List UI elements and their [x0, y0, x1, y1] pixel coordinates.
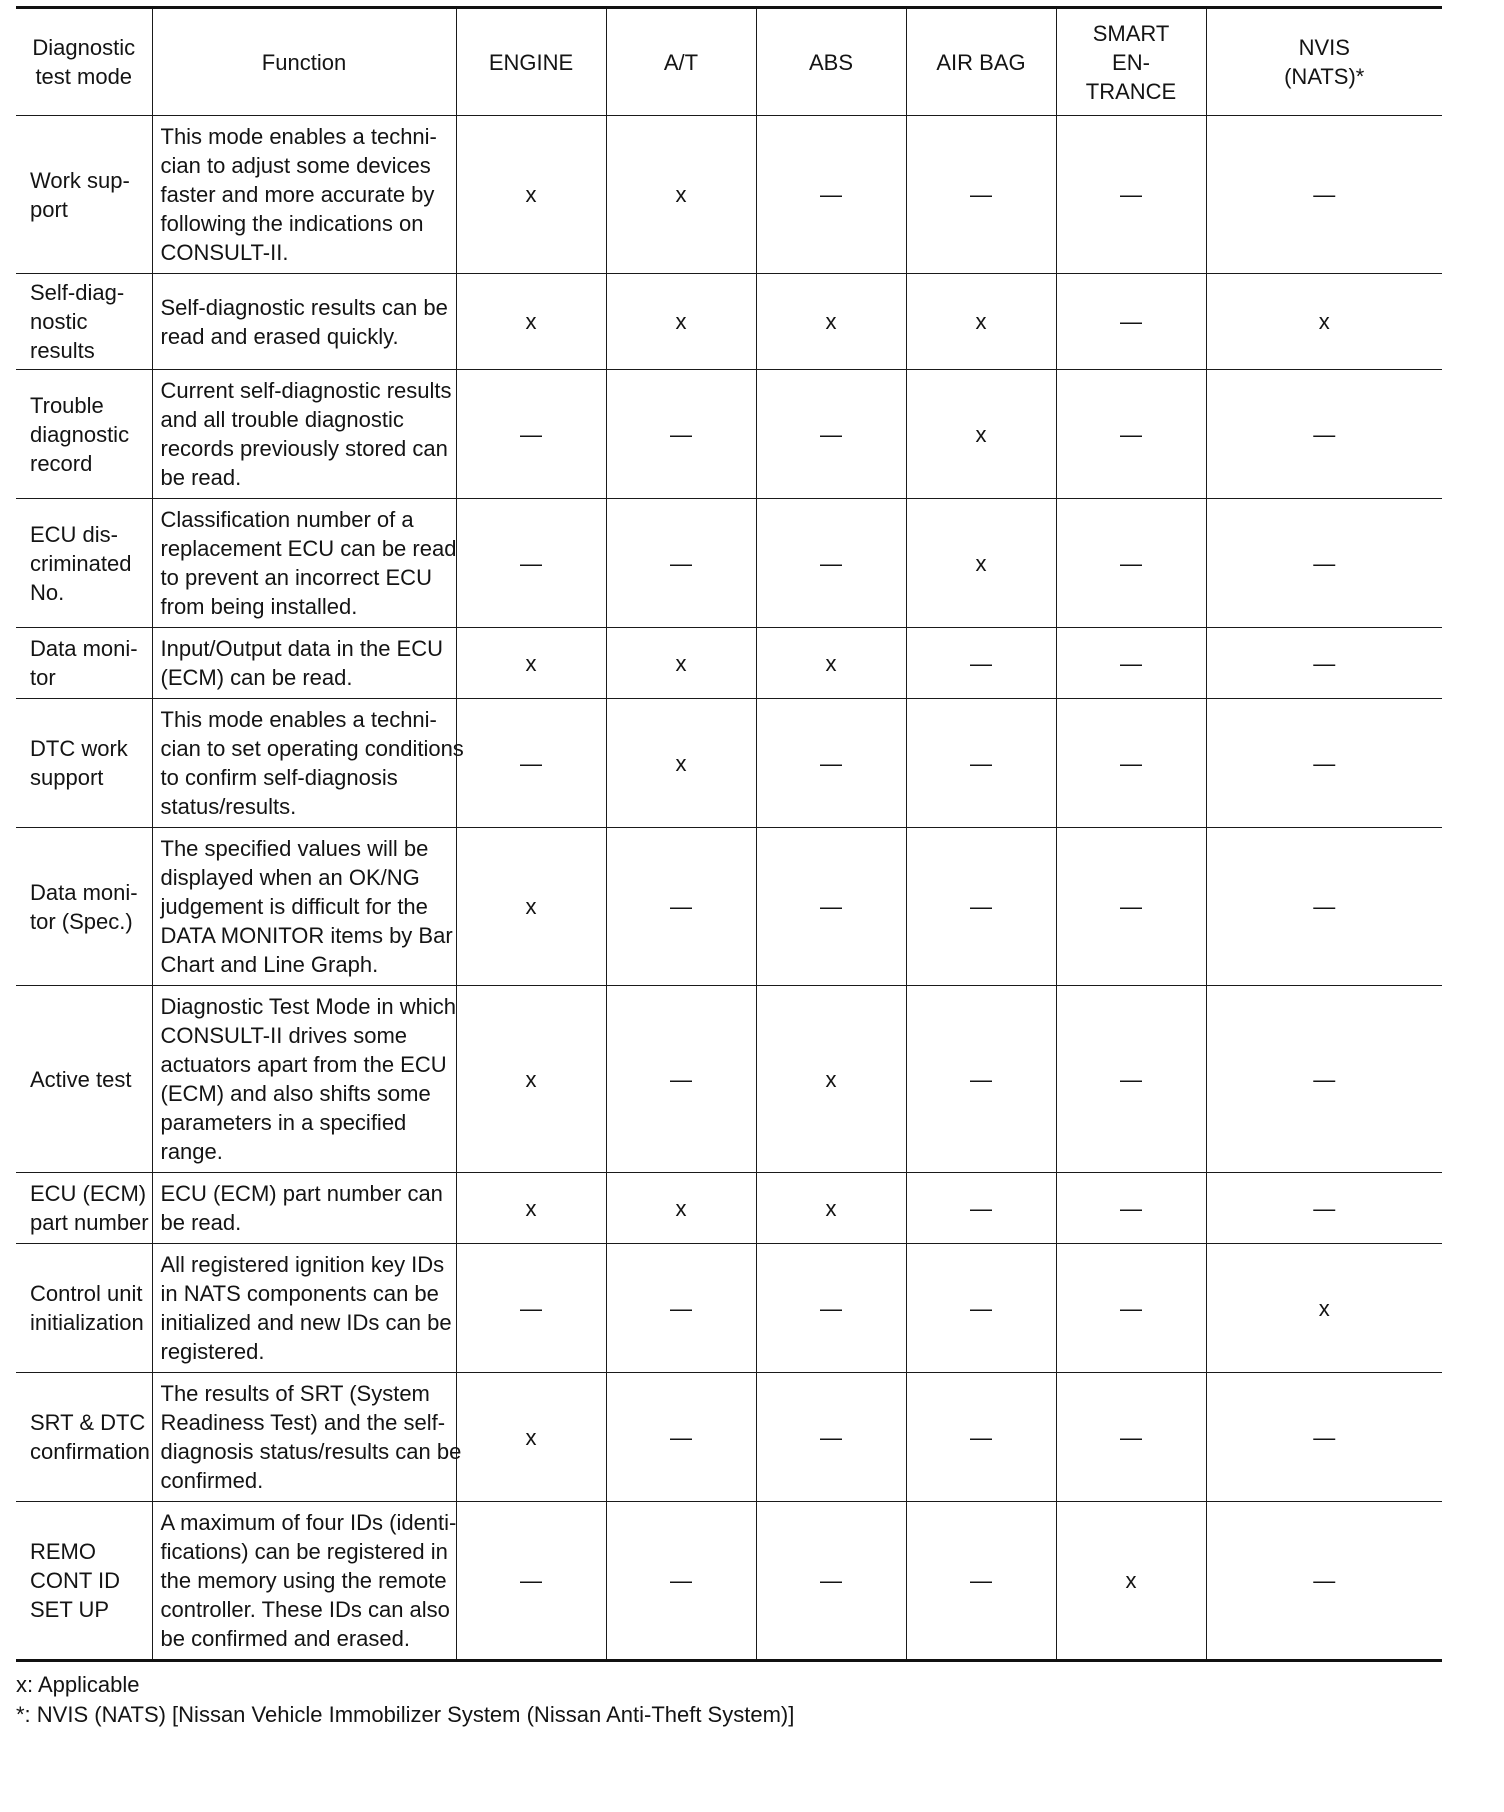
function-line: to confirm self-diagnosis — [160, 765, 398, 790]
a-t-applicability-cell — [606, 499, 756, 628]
header-smart-entrance-line: SMART — [1092, 20, 1170, 46]
function-line: This mode enables a techni- — [160, 124, 437, 149]
abs-applicability-cell — [756, 986, 906, 1173]
header-smart-entrance-line: TRANCE — [1085, 78, 1177, 104]
smart-entrance-applicability-cell — [1056, 370, 1206, 499]
not-applicable-dash: — — [970, 894, 992, 919]
function-description-cell — [152, 986, 456, 1173]
function-line: judgement is difficult for the — [160, 894, 428, 919]
diagnostic-mode-table — [16, 6, 1442, 1662]
smart-entrance-applicability-cell — [1056, 628, 1206, 699]
applicable-mark: x — [675, 750, 687, 776]
function-line: initialized and new IDs can be — [160, 1310, 452, 1335]
abs-applicability-cell — [756, 370, 906, 499]
diagnostic-mode-cell — [16, 699, 152, 828]
mode-line: tor — [30, 665, 56, 690]
function-line: status/results. — [160, 794, 297, 819]
a-t-applicability-cell — [606, 628, 756, 699]
header-diagnostic-test-mode — [16, 8, 152, 116]
a-t-applicability-cell — [606, 274, 756, 370]
engine-applicability-cell — [456, 628, 606, 699]
not-applicable-dash: — — [1120, 750, 1142, 776]
mode-line: Work sup- — [30, 167, 130, 193]
not-applicable-dash: — — [520, 750, 542, 776]
function-line: registered. — [160, 1339, 265, 1364]
not-applicable-dash: — — [670, 1568, 692, 1593]
not-applicable-dash: — — [1120, 182, 1142, 207]
air-bag-applicability-cell — [906, 828, 1056, 986]
abs-applicability-cell — [756, 1502, 906, 1661]
applicable-mark: x — [825, 1195, 837, 1221]
not-applicable-dash: — — [970, 1424, 992, 1450]
footnote-applicable: x: Applicable — [16, 1672, 140, 1697]
not-applicable-dash: — — [1120, 1424, 1142, 1450]
not-applicable-dash: — — [970, 1066, 992, 1092]
abs-applicability-cell — [756, 699, 906, 828]
not-applicable-dash: — — [1313, 750, 1336, 776]
engine-applicability-cell — [456, 828, 606, 986]
function-line: (ECM) and also shifts some — [160, 1081, 431, 1106]
engine-applicability-cell — [456, 116, 606, 274]
not-applicable-dash: — — [1313, 894, 1336, 919]
diagnostic-mode-cell — [16, 274, 152, 370]
mode-line: No. — [30, 579, 65, 605]
not-applicable-dash: — — [1313, 421, 1336, 447]
not-applicable-dash: — — [820, 1568, 842, 1593]
air-bag-applicability-cell — [906, 699, 1056, 828]
function-line: The results of SRT (System — [160, 1381, 430, 1406]
nvis-nats-applicability-cell — [1206, 1173, 1442, 1244]
abs-applicability-cell — [756, 116, 906, 274]
smart-entrance-applicability-cell — [1056, 828, 1206, 986]
smart-entrance-applicability-cell — [1056, 699, 1206, 828]
diagnostic-mode-cell — [16, 828, 152, 986]
header-smart-entrance — [1056, 8, 1206, 116]
not-applicable-dash: — — [670, 550, 692, 576]
applicable-mark: x — [675, 309, 687, 334]
not-applicable-dash: — — [1313, 182, 1336, 207]
footnotes — [16, 1670, 1442, 1730]
nvis-nats-applicability-cell — [1206, 628, 1442, 699]
air-bag-applicability-cell — [906, 274, 1056, 370]
air-bag-applicability-cell — [906, 1173, 1056, 1244]
not-applicable-dash: — — [670, 421, 692, 447]
function-description-cell — [152, 1244, 456, 1373]
table-row — [16, 828, 1442, 986]
nvis-nats-applicability-cell — [1206, 828, 1442, 986]
table-row — [16, 628, 1442, 699]
applicable-mark: x — [525, 1424, 537, 1450]
mode-line: Self-diag- — [30, 280, 125, 305]
not-applicable-dash: — — [520, 1568, 542, 1593]
abs-applicability-cell — [756, 274, 906, 370]
table-row — [16, 274, 1442, 370]
function-line: replacement ECU can be read — [160, 536, 457, 561]
document-page — [16, 6, 1442, 1730]
function-line: cian to adjust some devices — [160, 153, 431, 178]
function-line: A maximum of four IDs (identi- — [160, 1510, 457, 1535]
diagnostic-mode-cell — [16, 628, 152, 699]
header-nvis-nats-line: (NATS)* — [1284, 64, 1365, 89]
mode-line: confirmation — [30, 1439, 150, 1464]
engine-applicability-cell — [456, 699, 606, 828]
applicable-mark: x — [825, 1066, 837, 1092]
nvis-nats-applicability-cell — [1206, 986, 1442, 1173]
mode-line: ECU dis- — [30, 521, 119, 547]
function-line: (ECM) can be read. — [160, 665, 353, 690]
not-applicable-dash: — — [1313, 1424, 1336, 1450]
not-applicable-dash: — — [820, 421, 842, 447]
header-air-bag — [906, 8, 1056, 116]
header-row — [16, 8, 1442, 116]
header-engine-line: ENGINE — [488, 49, 574, 75]
engine-applicability-cell — [456, 1373, 606, 1502]
not-applicable-dash: — — [820, 1295, 842, 1321]
function-line: All registered ignition key IDs — [160, 1252, 445, 1277]
applicable-mark: x — [525, 182, 537, 207]
abs-applicability-cell — [756, 1373, 906, 1502]
not-applicable-dash: — — [970, 182, 992, 207]
function-line: faster and more accurate by — [160, 182, 435, 207]
table-row — [16, 699, 1442, 828]
not-applicable-dash: — — [820, 182, 842, 207]
abs-applicability-cell — [756, 1173, 906, 1244]
diagnostic-mode-cell — [16, 1173, 152, 1244]
applicable-mark: x — [525, 894, 537, 919]
table-row — [16, 116, 1442, 274]
smart-entrance-applicability-cell — [1056, 116, 1206, 274]
not-applicable-dash: — — [520, 550, 542, 576]
a-t-applicability-cell — [606, 986, 756, 1173]
function-line: cian to set operating conditions — [160, 736, 464, 761]
not-applicable-dash: — — [1120, 1195, 1142, 1221]
applicable-mark: x — [975, 550, 987, 576]
mode-line: results — [30, 338, 95, 363]
engine-applicability-cell — [456, 1244, 606, 1373]
mode-line: CONT ID — [30, 1568, 121, 1593]
applicable-mark: x — [525, 1066, 537, 1092]
not-applicable-dash: — — [1120, 309, 1142, 334]
function-line: Classification number of a — [160, 507, 414, 532]
function-line: the memory using the remote — [160, 1568, 447, 1593]
header-a-t-line: A/T — [663, 49, 699, 75]
not-applicable-dash: — — [1313, 1195, 1336, 1221]
table-row — [16, 986, 1442, 1173]
a-t-applicability-cell — [606, 699, 756, 828]
function-line: parameters in a specified — [160, 1110, 407, 1135]
smart-entrance-applicability-cell — [1056, 986, 1206, 1173]
mode-line: Data moni- — [30, 879, 138, 905]
not-applicable-dash: — — [670, 1295, 692, 1321]
function-description-cell — [152, 274, 456, 370]
applicable-mark: x — [525, 650, 537, 676]
nvis-nats-applicability-cell — [1206, 1244, 1442, 1373]
table-row — [16, 499, 1442, 628]
air-bag-applicability-cell — [906, 499, 1056, 628]
abs-applicability-cell — [756, 1244, 906, 1373]
not-applicable-dash: — — [1313, 650, 1336, 676]
not-applicable-dash: — — [820, 750, 842, 776]
mode-line: criminated — [30, 550, 132, 576]
not-applicable-dash: — — [970, 1295, 992, 1321]
not-applicable-dash: — — [1120, 894, 1142, 919]
mode-line: record — [30, 450, 93, 476]
not-applicable-dash: — — [820, 1424, 842, 1450]
not-applicable-dash: — — [520, 421, 542, 447]
not-applicable-dash: — — [820, 550, 842, 576]
mode-line: diagnostic — [30, 421, 130, 447]
table-row — [16, 1173, 1442, 1244]
engine-applicability-cell — [456, 370, 606, 499]
function-line: read and erased quickly. — [160, 323, 399, 349]
mode-line: DTC work — [30, 736, 128, 761]
function-line: Diagnostic Test Mode in which — [160, 994, 457, 1019]
diagnostic-mode-cell — [16, 499, 152, 628]
function-line: to prevent an incorrect ECU — [160, 565, 432, 590]
function-line: controller. These IDs can also — [160, 1597, 450, 1622]
function-line: fications) can be registered in — [160, 1539, 448, 1564]
not-applicable-dash: — — [1120, 1066, 1142, 1092]
function-line: following the indications on — [160, 211, 424, 236]
smart-entrance-applicability-cell — [1056, 1244, 1206, 1373]
abs-applicability-cell — [756, 499, 906, 628]
mode-line: port — [30, 196, 68, 222]
nvis-nats-applicability-cell — [1206, 274, 1442, 370]
header-smart-entrance-line: EN- — [1112, 49, 1150, 75]
header-abs-line: ABS — [808, 49, 854, 75]
not-applicable-dash: — — [1313, 550, 1336, 576]
a-t-applicability-cell — [606, 1244, 756, 1373]
function-line: ECU (ECM) part number can — [160, 1181, 443, 1206]
function-description-cell — [152, 1173, 456, 1244]
applicable-mark: x — [525, 309, 537, 334]
function-description-cell — [152, 628, 456, 699]
abs-applicability-cell — [756, 828, 906, 986]
not-applicable-dash: — — [1313, 1568, 1336, 1593]
mode-line: Trouble — [30, 392, 104, 418]
nvis-nats-applicability-cell — [1206, 370, 1442, 499]
nvis-nats-applicability-cell — [1206, 116, 1442, 274]
engine-applicability-cell — [456, 274, 606, 370]
diagnostic-mode-cell — [16, 370, 152, 499]
header-air-bag-line: AIR BAG — [936, 49, 1026, 75]
header-nvis-nats — [1206, 8, 1442, 116]
mode-line: Control unit — [30, 1281, 143, 1306]
a-t-applicability-cell — [606, 1373, 756, 1502]
function-description-cell — [152, 116, 456, 274]
smart-entrance-applicability-cell — [1056, 1502, 1206, 1661]
mode-line: Data moni- — [30, 636, 138, 661]
function-line: CONSULT-II. — [160, 240, 289, 265]
not-applicable-dash: — — [970, 1568, 992, 1593]
nvis-nats-applicability-cell — [1206, 699, 1442, 828]
header-nvis-nats-line: NVIS — [1298, 35, 1350, 60]
function-line: Readiness Test) and the self- — [160, 1410, 446, 1435]
function-description-cell — [152, 499, 456, 628]
applicable-mark: x — [1318, 309, 1330, 334]
function-line: in NATS components can be — [160, 1281, 439, 1306]
function-line: This mode enables a techni- — [160, 707, 437, 732]
table-row — [16, 370, 1442, 499]
air-bag-applicability-cell — [906, 986, 1056, 1173]
not-applicable-dash: — — [670, 894, 692, 919]
air-bag-applicability-cell — [906, 628, 1056, 699]
function-line: be read. — [160, 1210, 242, 1235]
not-applicable-dash: — — [970, 650, 992, 676]
a-t-applicability-cell — [606, 370, 756, 499]
air-bag-applicability-cell — [906, 1244, 1056, 1373]
mode-line: tor (Spec.) — [30, 908, 133, 934]
table-row — [16, 1373, 1442, 1502]
footnote-nvis: *: NVIS (NATS) [Nissan Vehicle Immobilizer System (Nissan Anti-Theft System)] — [16, 1702, 795, 1727]
diagnostic-mode-cell — [16, 1502, 152, 1661]
header-abs — [756, 8, 906, 116]
nvis-nats-applicability-cell — [1206, 1373, 1442, 1502]
abs-applicability-cell — [756, 628, 906, 699]
a-t-applicability-cell — [606, 116, 756, 274]
function-line: Input/Output data in the ECU — [160, 636, 444, 661]
not-applicable-dash: — — [1120, 650, 1142, 676]
mode-line: SET UP — [30, 1597, 110, 1622]
applicable-mark: x — [975, 421, 987, 447]
function-line: The specified values will be — [160, 836, 429, 861]
function-line: from being installed. — [160, 594, 358, 619]
table-row — [16, 1244, 1442, 1373]
not-applicable-dash: — — [670, 1066, 692, 1092]
engine-applicability-cell — [456, 1502, 606, 1661]
header-mode-line: Diagnostic — [32, 35, 136, 60]
function-description-cell — [152, 1373, 462, 1502]
mode-line: nostic — [30, 309, 88, 334]
not-applicable-dash: — — [1120, 1295, 1142, 1321]
function-description-cell — [152, 828, 456, 986]
applicable-mark: x — [825, 650, 837, 676]
not-applicable-dash: — — [820, 894, 842, 919]
mode-line: ECU (ECM) — [30, 1181, 147, 1206]
nvis-nats-applicability-cell — [1206, 1502, 1442, 1661]
not-applicable-dash: — — [970, 1195, 992, 1221]
header-engine — [456, 8, 606, 116]
smart-entrance-applicability-cell — [1056, 274, 1206, 370]
applicable-mark: x — [975, 309, 987, 334]
engine-applicability-cell — [456, 986, 606, 1173]
mode-line: SRT & DTC — [30, 1410, 146, 1435]
air-bag-applicability-cell — [906, 1373, 1056, 1502]
applicable-mark: x — [1125, 1568, 1137, 1593]
a-t-applicability-cell — [606, 1502, 756, 1661]
diagnostic-mode-cell — [16, 986, 152, 1173]
not-applicable-dash: — — [1120, 550, 1142, 576]
function-description-cell — [152, 699, 464, 828]
a-t-applicability-cell — [606, 1173, 756, 1244]
applicable-mark: x — [1318, 1295, 1330, 1321]
function-description-cell — [152, 1502, 456, 1661]
header-function: Function — [152, 8, 456, 116]
applicable-mark: x — [525, 1195, 537, 1221]
diagnostic-mode-cell — [16, 1373, 152, 1502]
function-line: displayed when an OK/NG — [160, 865, 420, 890]
function-line: Current self-diagnostic results — [160, 378, 452, 403]
not-applicable-dash: — — [1313, 1066, 1336, 1092]
table-body — [16, 116, 1442, 1661]
table-row — [16, 1502, 1442, 1661]
header-mode-line: test mode — [35, 64, 133, 89]
function-line: Chart and Line Graph. — [160, 952, 379, 977]
not-applicable-dash: — — [670, 1424, 692, 1450]
applicable-mark: x — [675, 182, 687, 207]
function-line: be confirmed and erased. — [160, 1626, 410, 1651]
diagnostic-mode-cell — [16, 116, 152, 274]
air-bag-applicability-cell — [906, 370, 1056, 499]
applicable-mark: x — [675, 650, 687, 676]
not-applicable-dash: — — [1120, 421, 1142, 447]
function-line: DATA MONITOR items by Bar — [160, 923, 453, 948]
mode-line: initialization — [30, 1310, 144, 1335]
nvis-nats-applicability-cell — [1206, 499, 1442, 628]
function-line: records previously stored can — [160, 436, 448, 461]
mode-line: REMO — [30, 1539, 96, 1564]
air-bag-applicability-cell — [906, 1502, 1056, 1661]
function-line: actuators apart from the ECU — [160, 1052, 447, 1077]
engine-applicability-cell — [456, 1173, 606, 1244]
a-t-applicability-cell — [606, 828, 756, 986]
air-bag-applicability-cell — [906, 116, 1056, 274]
engine-applicability-cell — [456, 499, 606, 628]
function-line: confirmed. — [160, 1468, 264, 1493]
mode-line: support — [30, 765, 104, 790]
function-line: Self-diagnostic results can be — [160, 294, 448, 320]
function-line: and all trouble diagnostic — [160, 407, 404, 432]
smart-entrance-applicability-cell — [1056, 1373, 1206, 1502]
mode-line: Active test — [30, 1066, 132, 1092]
function-line: range. — [160, 1139, 223, 1164]
applicable-mark: x — [675, 1195, 687, 1221]
not-applicable-dash: — — [970, 750, 992, 776]
smart-entrance-applicability-cell — [1056, 1173, 1206, 1244]
not-applicable-dash: — — [520, 1295, 542, 1321]
diagnostic-mode-cell — [16, 1244, 152, 1373]
function-line: CONSULT-II drives some — [160, 1023, 408, 1048]
header-a-t — [606, 8, 756, 116]
applicable-mark: x — [825, 309, 837, 334]
function-line: diagnosis status/results can be — [160, 1439, 462, 1464]
mode-line: part number — [30, 1210, 149, 1235]
function-description-cell — [152, 370, 456, 499]
function-line: be read. — [160, 465, 242, 490]
smart-entrance-applicability-cell — [1056, 499, 1206, 628]
